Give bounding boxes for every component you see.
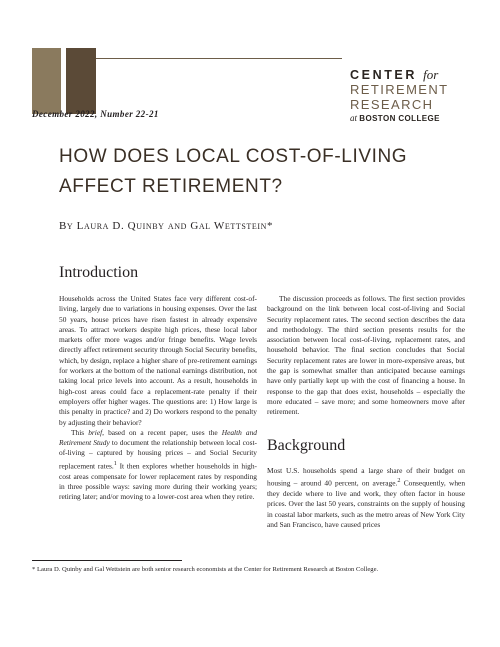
logo-college: BOSTON COLLEGE	[359, 114, 440, 123]
right-paragraph-1: The discussion proceeds as follows. The first section provides background on the link between local cost-of-living and Social Security replacement rates. The second section describes the data and methodology. The third section presents results for the association between local cost-of-living, replacement rates, and household behavior. The final section concludes that Social Security replacement rates are lower in more-expensive areas, but the gap is somewhat smaller than anticipated because earnings have only partially kept up with the cost of financing a house. In response to the gap that does exist, households – especially the more educated – save more; and some homeowners move after retirement.	[267, 294, 465, 417]
crr-logo	[350, 68, 490, 125]
footnote-ref-2: 2	[397, 478, 401, 485]
right-column	[267, 294, 465, 418]
background-heading: Background	[267, 437, 346, 454]
footnote-rule	[32, 560, 182, 561]
left-column	[59, 294, 257, 502]
header-rule	[96, 58, 342, 59]
page-title	[59, 142, 479, 202]
title-line-2: AFFECT RETIREMENT?	[59, 176, 283, 197]
logo-at: at	[350, 113, 358, 123]
logo-for: for	[423, 67, 439, 82]
decorative-square-light	[32, 48, 61, 114]
logo-retirement: RETIREMENT	[350, 82, 449, 97]
background-paragraph-1: Most U.S. households spend a large share of their budget on housing – around 40 percent, on average.$^2$ Consequently, when they decide where to live and work, they often factor in house prices. Over the last 50 years, constraints on the supply of housing in coastal labor markets, such as the metro areas of New York City and San Francisco, have caused prices	[267, 466, 466, 529]
dateline: December 2022, Number 22-21	[32, 109, 159, 119]
background-column	[267, 466, 465, 530]
author-footnote: * Laura D. Quinby and Gal Wettstein are both senior research economists at the Center for Retirement Research at Boston College.	[32, 566, 379, 573]
title-line-1: HOW DOES LOCAL COST-OF-LIVING	[59, 146, 408, 167]
logo-center: CENTER	[350, 68, 417, 82]
footnote-ref-1: 1	[113, 460, 117, 467]
decorative-square-dark	[66, 48, 96, 114]
introduction-heading: Introduction	[59, 264, 139, 281]
intro-paragraph-1: Households across the United States face very different cost-of-living, largely due to variations in housing expenses. Over the last 50 years, house prices have risen fastest in already expensive areas. To attract workers despite high prices, these local labor markets offer more wages and/or fringe benefits. Wage levels directly affect retirement security through Social Security benefits, which, by design, replace a higher share of pre-retirement earnings for workers at the bottom of the national earnings distribution, not taking local price levels into account. As a result, households in high-cost areas could face a replacement-rate penalty if their employers offer higher wages. The questions are: 1) How large is this penalty in practice? and 2) Do workers respond to the penalty by adjusting their behavior?	[59, 294, 257, 427]
top-margin	[0, 0, 500, 12]
logo-research: RESEARCH	[350, 97, 434, 112]
intro-paragraph-2: This brief, based on a recent paper, uses the Health and Retirement Study to document the relationship between local cost-of-living – captured by housing prices – and Social Security replacement rates.$^1$ It then explores whether households in high-cost areas compensate for lower replacement rates by responding in three possible ways: saving more during their working years; retiring later; and/or moving to a lower-cost area when they retire.	[59, 427, 257, 502]
author-byline: By Laura D. Quinby and Gal Wettstein*	[59, 220, 274, 232]
